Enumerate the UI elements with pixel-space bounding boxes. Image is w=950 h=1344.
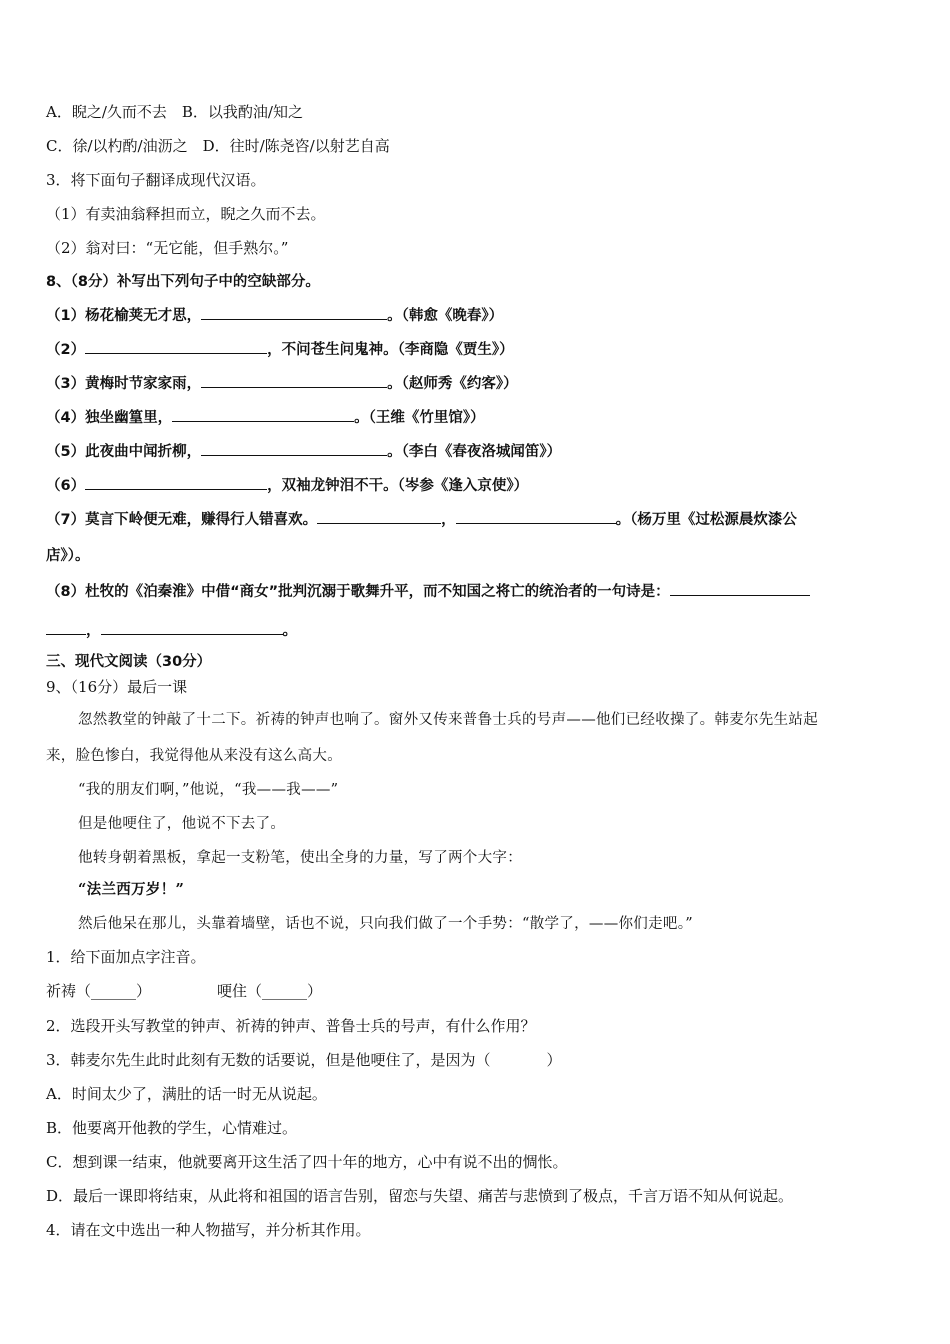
q9-1-blank-1[interactable]: ______ (91, 982, 137, 1000)
q8-l4-post: 。（王维《竹里馆》） (354, 410, 485, 426)
q8-l3-blank[interactable] (201, 373, 387, 388)
q8-line-7 (46, 509, 797, 529)
q8-l7-post: 。（杨万里《过松源晨炊漆公 (615, 512, 797, 528)
q8-l2-post: ，不问苍生问鬼神。（李商隐《贾生》） (267, 342, 514, 358)
q7-option-ab: A．睨之/久而不去 B．以我酌油/知之 (46, 103, 303, 121)
q9-3 (46, 1050, 562, 1070)
q8-l3-post: 。（赵师秀《约客》） (387, 376, 518, 392)
q7-item3-1: （1）有卖油翁释担而立，睨之久而不去。 (46, 205, 326, 223)
q8-l1-blank[interactable] (201, 305, 387, 320)
passage-p3: 但是他哽住了，他说不下去了。 (78, 816, 286, 832)
q8-line-8 (46, 581, 810, 601)
q8-l8-blank-2[interactable] (101, 620, 283, 635)
q8-l3-pre: （3）黄梅时节家家雨， (46, 376, 202, 392)
passage-p1b: 来，脸色惨白，我觉得他从来没有这么高大。 (46, 748, 342, 764)
q8-l8-blank-1a[interactable] (670, 581, 810, 596)
q8-l6-pre: （6） (46, 478, 86, 494)
q9-1: 1．给下面加点字注音。 (46, 948, 206, 966)
q8-line-5 (46, 441, 561, 461)
passage-p4: 他转身朝着黑板，拿起一支粉笔，使出全身的力量，写了两个大字： (78, 850, 522, 866)
q8-l5-blank[interactable] (201, 441, 387, 456)
passage-p2: “我的朋友们啊，”他说，“我——我——” (78, 782, 339, 798)
q8-l7-blank-2[interactable] (456, 509, 616, 524)
q8-l4-pre: （4）独坐幽篁里， (46, 410, 173, 426)
q9-1-word-1-end: ） (136, 982, 152, 1000)
q8-l8-pre: （8）杜牧的《泊秦淮》中借“商女”批判沉溺于歌舞升平，而不知国之将亡的统治者的一句诗是： (46, 584, 670, 600)
q8-l2-blank[interactable] (85, 339, 267, 354)
q9-1-blank-2[interactable]: ______ (262, 982, 308, 1000)
q8-l6-post: ，双袖龙钟泪不干。（岑参《逢入京使》） (267, 478, 529, 494)
q8-line-4 (46, 407, 485, 427)
q8-line-3 (46, 373, 518, 393)
q9-title: 9、（16分）最后一课 (46, 678, 188, 696)
q8-line-8-cont (46, 620, 297, 640)
q9-1-words (46, 981, 322, 1001)
q8-l5-post: 。（李白《春夜洛城闻笛》） (387, 444, 562, 460)
q9-3-text: 3．韩麦尔先生此时此刻有无数的话要说，但是他哽住了，是因为（ (46, 1051, 491, 1069)
passage-p6: 然后他呆在那儿，头靠着墙壁，话也不说，只向我们做了一个手势：“散学了，——你们走吧。” (78, 916, 693, 932)
q7-item3-2: （2）翁对曰：“无它能，但手熟尔。” (46, 239, 289, 257)
q8-l5-pre: （5）此夜曲中闻折柳， (46, 444, 202, 460)
q8-l7-blank-1[interactable] (317, 509, 441, 524)
q9-3-option-d: D．最后一课即将结束，从此将和祖国的语言告别，留恋与失望、痛苦与悲愤到了极点，千言万语不知从何说起。 (46, 1187, 794, 1205)
passage-p1a: 忽然教堂的钟敲了十二下。祈祷的钟声也响了。窗外又传来普鲁士兵的号声——他们已经收操了。韩麦尔先生站起 (78, 712, 818, 728)
q9-4: 4．请在文中选出一种人物描写，并分析其作用。 (46, 1221, 371, 1239)
q9-3-end: ） (546, 1051, 562, 1069)
q8-l8-blank-1b[interactable] (46, 620, 86, 635)
q9-2: 2．选段开头写教堂的钟声、祈祷的钟声、普鲁士兵的号声，有什么作用？ (46, 1017, 536, 1035)
q8-l4-blank[interactable] (172, 407, 354, 422)
q8-l6-blank[interactable] (85, 475, 267, 490)
q8-l1-post: 。（韩愈《晚春》） (387, 308, 504, 324)
passage-p5: “法兰西万岁！” (78, 881, 185, 898)
q9-1-word-1: 祈祷（ (46, 982, 92, 1000)
q8-line-6 (46, 475, 528, 495)
q8-l1-pre: （1）杨花榆荚无才思， (46, 308, 202, 324)
q9-1-word-2: 哽住（ (217, 982, 263, 1000)
q8-line-1 (46, 305, 503, 325)
q8-l2-pre: （2） (46, 342, 86, 358)
q9-1-word-2-end: ） (307, 982, 323, 1000)
section-3-heading: 三、现代文阅读（30分） (46, 654, 212, 670)
q8-line-2 (46, 339, 514, 359)
q9-3-option-a: A．时间太少了，满肚的话一时无从说起。 (46, 1085, 327, 1103)
q8-l8-post: 。 (282, 623, 297, 639)
q9-3-option-c: C．想到课一结束，他就要离开这生活了四十年的地方，心中有说不出的惆怅。 (46, 1153, 568, 1171)
q7-item3: 3．将下面句子翻译成现代汉语。 (46, 171, 266, 189)
q7-option-cd: C．徐/以杓酌/油沥之 D．往时/陈尧咨/以射艺自高 (46, 137, 390, 155)
q8-l8-mid: ， (86, 623, 101, 639)
q8-l7-pre: （7）莫言下岭便无难，赚得行人错喜欢。 (46, 512, 318, 528)
q8-title: 8、（8分）补写出下列句子中的空缺部分。 (46, 274, 320, 290)
q9-3-option-b: B．他要离开他教的学生，心情难过。 (46, 1119, 298, 1137)
q8-line-7-cont: 店》）。 (46, 548, 90, 564)
q8-l7-mid: ， (441, 512, 456, 528)
